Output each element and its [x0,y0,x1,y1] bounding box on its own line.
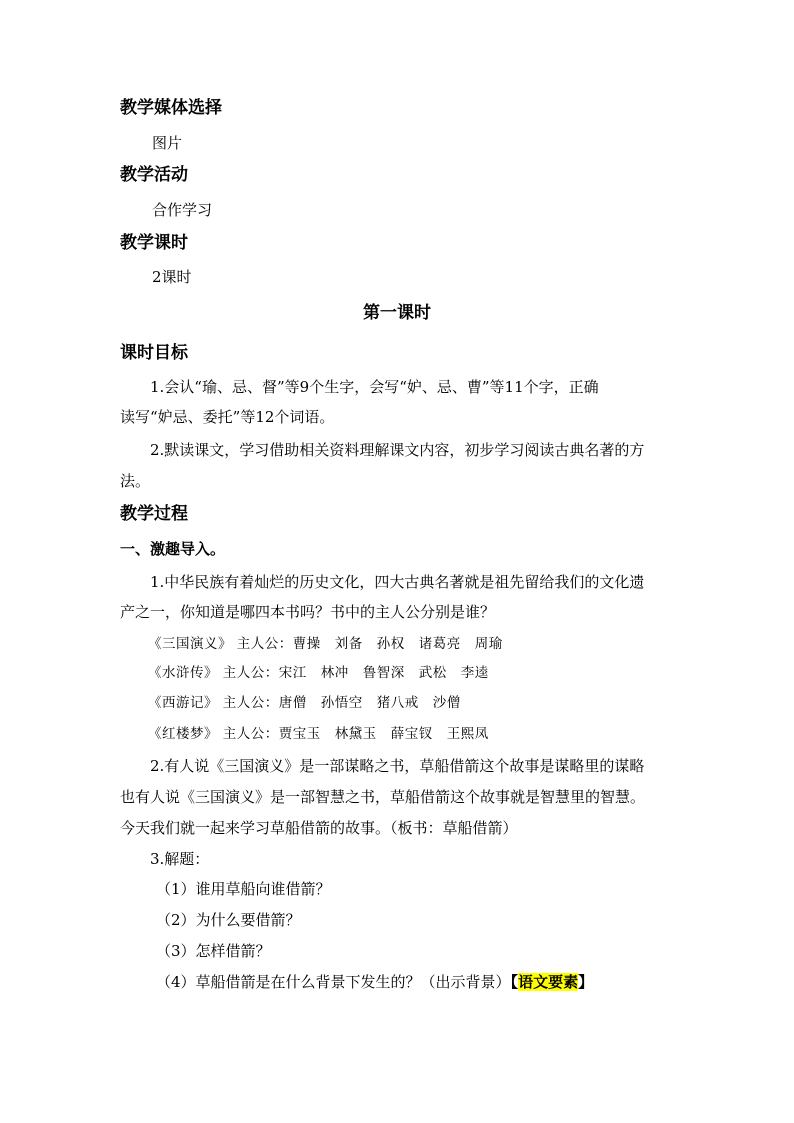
tag-bracket-open: 【 [510,973,519,991]
process-heading: 教学过程 [120,504,188,524]
goal-1-line1: 1.会认“瑜、忌、督”等9个生字，会写“妒、忌、曹”等11个字，正确 [150,378,599,396]
lesson-title: 第一课时 [363,303,431,323]
p2-line2: 也有人说《三国演义》是一部智慧之书，草船借箭这个故事就是智慧里的智慧。 [120,788,646,806]
yuwen-yaosu-tag: 语文要素 [518,973,579,991]
question-3: （3）怎样借箭？ [156,942,271,960]
question-1: （1）谁用草船向谁借箭？ [156,880,331,898]
p2-line3: 今天我们就一起来学习草船借箭的故事。（板书：草船借箭） [120,819,518,837]
goal-2-line2: 法。 [120,472,151,490]
activity-heading: 教学活动 [120,165,188,185]
question-4 [156,972,593,992]
goal-2-line1: 2.默读课文，学习借助相关资料理解课文内容，初步学习阅读古典名著的方 [150,441,645,459]
p1-line1: 1.中华民族有着灿烂的历史文化，四大古典名著就是祖先留给我们的文化遗 [150,573,645,591]
hours-heading: 教学课时 [120,233,188,253]
book-line-1: 《三国演义》 主人公：曹操 刘备 孙权 诸葛亮 周瑜 [148,636,503,652]
activity-text: 合作学习 [152,201,213,219]
book-line-4: 《红楼梦》 主人公：贾宝玉 林黛玉 薛宝钗 王熙凤 [148,726,489,742]
question-2: （2）为什么要借箭？ [156,911,301,929]
tag-bracket-close: 】 [578,973,594,991]
book-line-2: 《水浒传》 主人公：宋江 林冲 鲁智深 武松 李逵 [148,665,489,681]
step1-heading: 一、激趣导入。 [120,540,226,558]
media-text: 图片 [152,134,183,152]
media-heading: 教学媒体选择 [120,98,222,118]
book-line-3: 《西游记》 主人公：唐僧 孙悟空 猪八戒 沙僧 [148,695,461,711]
p2-line1: 2.有人说《三国演义》是一部谋略之书，草船借箭这个故事是谋略里的谋略 [150,757,645,775]
goal-1-line2: 读写“妒忌、委托”等12个词语。 [120,408,335,426]
question-4-text: （4）草船借箭是在什么背景下发生的？（出示背景） [156,973,511,991]
p1-line2: 产之一，你知道是哪四本书吗？书中的主人公分别是谁？ [120,603,496,621]
p3: 3.解题： [150,850,210,868]
hours-text: 2课时 [152,268,192,286]
goals-heading: 课时目标 [120,343,188,363]
